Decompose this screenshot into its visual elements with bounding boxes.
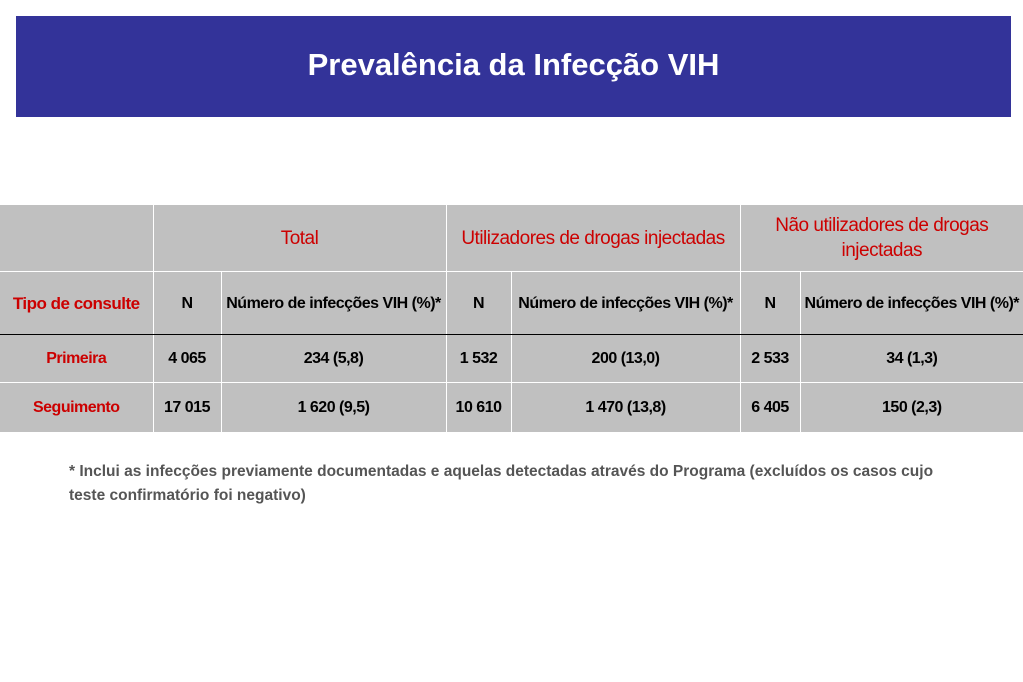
cell-udi-n: 1 532 (446, 335, 511, 383)
subheader-n-nao-udi: N (740, 272, 800, 335)
cell-total-n: 17 015 (153, 383, 221, 433)
cell-udi-n: 10 610 (446, 383, 511, 433)
subheader-infections-udi: Número de infecções VIH (%)* (511, 272, 740, 335)
group-header-total: Total (153, 205, 446, 272)
title-banner (16, 16, 1011, 117)
group-header-nao-udi: Não utilizadores de drogas injectadas (740, 205, 1023, 272)
table-row (0, 335, 1023, 383)
group-header-udi: Utilizadores de drogas injectadas (446, 205, 740, 272)
cell-udi-infections: 200 (13,0) (511, 335, 740, 383)
row-label: Primeira (0, 335, 153, 383)
table-row (0, 383, 1023, 433)
cell-nao-udi-infections: 150 (2,3) (800, 383, 1023, 433)
cell-udi-infections: 1 470 (13,8) (511, 383, 740, 433)
empty-corner-cell (0, 205, 153, 272)
prevalence-table (0, 205, 1023, 432)
row-label: Seguimento (0, 383, 153, 433)
page-title: Prevalência da Infecção VIH (307, 46, 720, 82)
subheader-row (0, 272, 1023, 335)
footnote: * Inclui as infecções previamente documentadas e aquelas detectadas através do Programa (excluídos os casos cujo teste confirmatório foi negativo) (69, 463, 934, 504)
cell-nao-udi-n: 6 405 (740, 383, 800, 433)
cell-total-n: 4 065 (153, 335, 221, 383)
cell-nao-udi-n: 2 533 (740, 335, 800, 383)
row-label-header: Tipo de consulte (0, 272, 153, 335)
group-header-row (0, 205, 1023, 272)
cell-total-infections: 234 (5,8) (221, 335, 446, 383)
cell-nao-udi-infections: 34 (1,3) (800, 335, 1023, 383)
subheader-n-total: N (153, 272, 221, 335)
subheader-infections-total: Número de infecções VIH (%)* (221, 272, 446, 335)
subheader-infections-nao-udi: Número de infecções VIH (%)* (800, 272, 1023, 335)
subheader-n-udi: N (446, 272, 511, 335)
cell-total-infections: 1 620 (9,5) (221, 383, 446, 433)
